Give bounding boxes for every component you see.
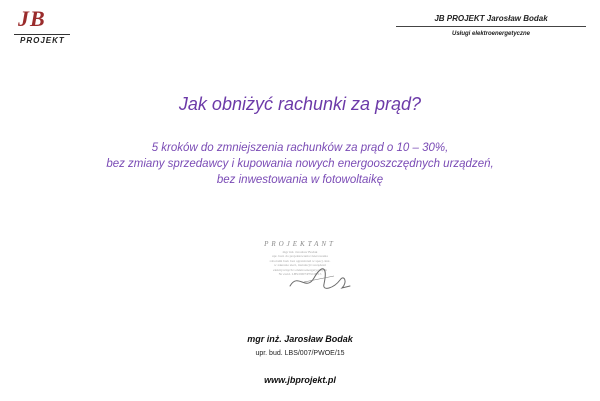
author-name: mgr inż. Jarosław Bodak — [247, 334, 353, 344]
subtitle-line-2: bez zmiany sprzedawcy i kupowania nowych energooszczędnych urządzeń, — [106, 158, 494, 170]
stamp-heading: PROJEKTANT — [264, 240, 336, 248]
logo-mark: JB — [18, 6, 46, 31]
subtitle-line-1: 5 kroków do zmniejszenia rachunków za prąd o 10 – 30%, — [151, 142, 449, 154]
signature-icon — [284, 262, 354, 296]
stamp-line: upr. bud. do projektowania i kierowania — [272, 254, 328, 259]
header-company-name: JB PROJEKT Jarosław Bodak — [434, 14, 548, 23]
stamp-line: w zakresie sieci, instalacji i urządzeń — [274, 263, 326, 268]
logo-subtext: PROJEKT — [20, 36, 65, 45]
header-service: Usługi elektroenergetyczne — [451, 31, 531, 37]
subtitle-line-3: bez inwestowania w fotowoltaikę — [216, 174, 384, 186]
website-link[interactable]: www.jbprojekt.pl — [264, 375, 336, 385]
stamp-line: robotami bud. bez ograniczeń w specj. inst. — [269, 258, 331, 263]
designer-stamp — [244, 240, 356, 296]
stamp-line: elektrycznych i elektroenergetycznych — [273, 267, 327, 272]
company-logo — [14, 6, 74, 46]
page-title: Jak obniżyć rachunki za prąd? — [178, 94, 422, 114]
logo-divider — [14, 34, 70, 35]
header-divider — [396, 26, 586, 27]
stamp-line: mgr inż. Jarosław Bodak — [282, 250, 318, 254]
header-company-block — [396, 14, 586, 37]
stamp-line: Nr ewid. LBS/0007/PWOE/15 — [278, 272, 322, 277]
page-subtitle — [0, 140, 600, 188]
author-license: upr. bud. LBS/007/PWOE/15 — [255, 350, 345, 357]
